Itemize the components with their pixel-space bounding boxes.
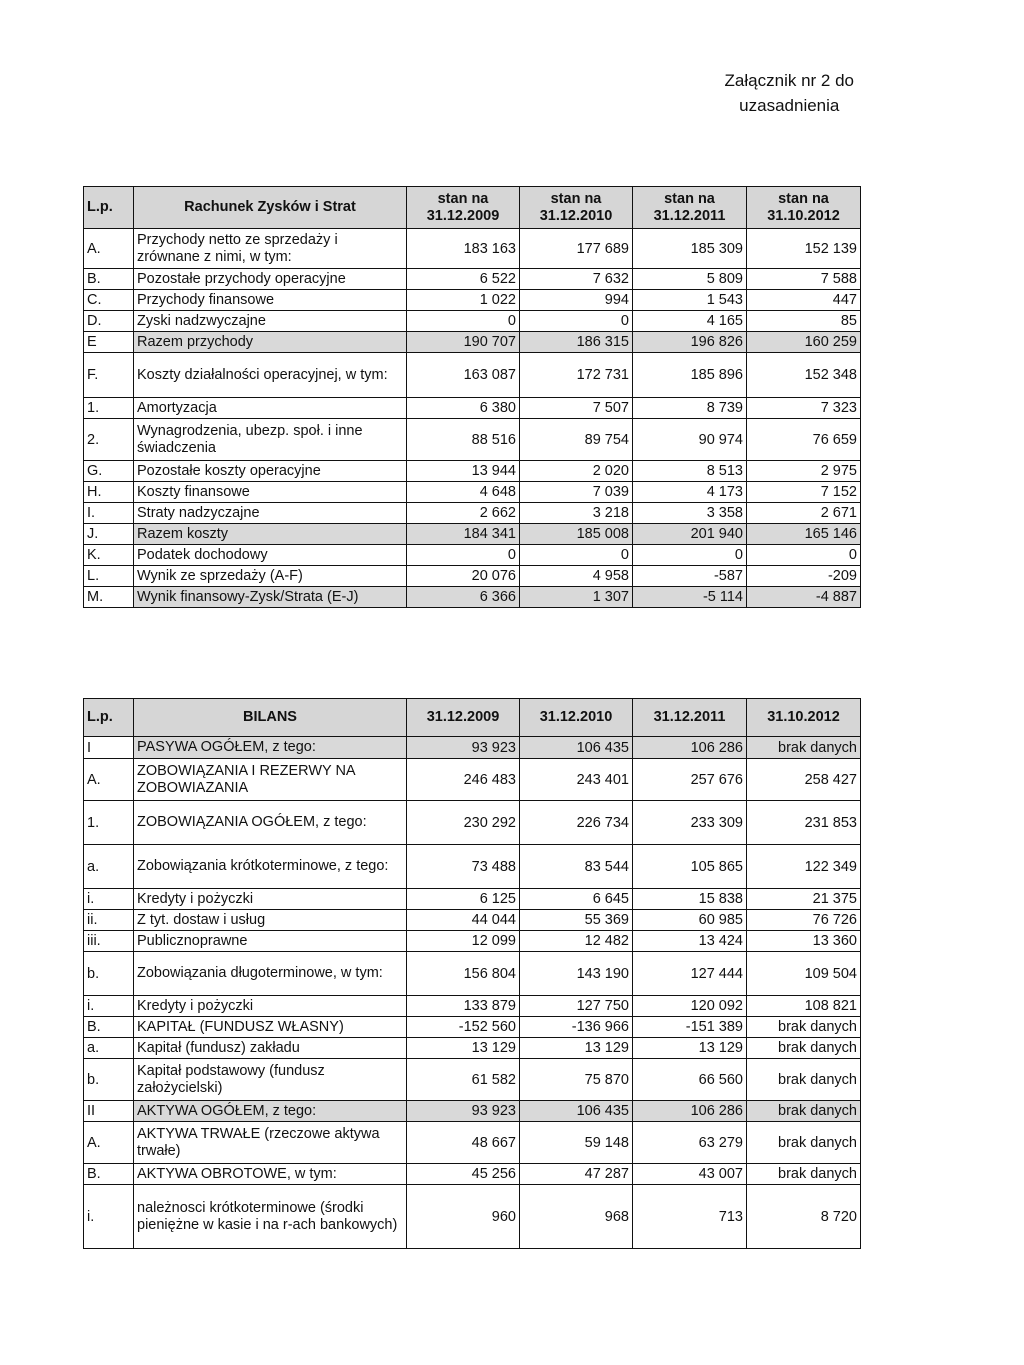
- value-cell: 133 879: [407, 996, 520, 1017]
- row-number: J.: [84, 524, 134, 545]
- value-cell: 7 323: [747, 398, 861, 419]
- table-row: [84, 845, 861, 889]
- value-cell: 7 152: [747, 482, 861, 503]
- value-cell: 968: [520, 1185, 633, 1249]
- income-col-header: stan na 31.12.2011: [633, 187, 747, 229]
- row-number: B.: [84, 1164, 134, 1185]
- row-label: Koszty finansowe: [134, 482, 407, 503]
- table-row: [84, 737, 861, 759]
- row-label: KAPITAŁ (FUNDUSZ WŁASNY): [134, 1017, 407, 1038]
- table-row: [84, 524, 861, 545]
- value-cell: 713: [633, 1185, 747, 1249]
- table-row: [84, 353, 861, 398]
- table-row: [84, 311, 861, 332]
- row-number: C.: [84, 290, 134, 311]
- table-row: [84, 1122, 861, 1164]
- value-cell: 83 544: [520, 845, 633, 889]
- row-number: I: [84, 737, 134, 759]
- value-cell: 8 513: [633, 461, 747, 482]
- row-number: A.: [84, 1122, 134, 1164]
- value-cell: 185 309: [633, 229, 747, 269]
- value-cell: 127 750: [520, 996, 633, 1017]
- row-number: a.: [84, 845, 134, 889]
- value-cell: 93 923: [407, 1101, 520, 1122]
- value-cell: 122 349: [747, 845, 861, 889]
- row-label: Zyski nadzwyczajne: [134, 311, 407, 332]
- table-row: [84, 910, 861, 931]
- value-cell: 186 315: [520, 332, 633, 353]
- row-number: D.: [84, 311, 134, 332]
- table-row: [84, 1059, 861, 1101]
- row-label: Publicznoprawne: [134, 931, 407, 952]
- value-cell: 165 146: [747, 524, 861, 545]
- value-cell: 20 076: [407, 566, 520, 587]
- value-cell: 2 020: [520, 461, 633, 482]
- value-cell: brak danych: [747, 1101, 861, 1122]
- value-cell: 143 190: [520, 952, 633, 996]
- value-cell: 6 366: [407, 587, 520, 608]
- table-row: [84, 482, 861, 503]
- income-col-header: stan na 31.10.2012: [747, 187, 861, 229]
- row-number: B.: [84, 269, 134, 290]
- value-cell: 230 292: [407, 801, 520, 845]
- row-label: Zobowiązania długoterminowe, w tym:: [134, 952, 407, 996]
- value-cell: 2 671: [747, 503, 861, 524]
- row-number: 1.: [84, 801, 134, 845]
- row-number: i.: [84, 996, 134, 1017]
- value-cell: 3 358: [633, 503, 747, 524]
- value-cell: 243 401: [520, 759, 633, 801]
- value-cell: 2 662: [407, 503, 520, 524]
- value-cell: 106 435: [520, 737, 633, 759]
- value-cell: 7 507: [520, 398, 633, 419]
- value-cell: 7 632: [520, 269, 633, 290]
- value-cell: 66 560: [633, 1059, 747, 1101]
- value-cell: 7 588: [747, 269, 861, 290]
- value-cell: 172 731: [520, 353, 633, 398]
- value-cell: 13 360: [747, 931, 861, 952]
- value-cell: 0: [407, 545, 520, 566]
- value-cell: 196 826: [633, 332, 747, 353]
- value-cell: 105 865: [633, 845, 747, 889]
- row-label: Przychody finansowe: [134, 290, 407, 311]
- table-row: [84, 269, 861, 290]
- value-cell: 85: [747, 311, 861, 332]
- value-cell: 4 958: [520, 566, 633, 587]
- value-cell: 0: [747, 545, 861, 566]
- table-row: [84, 889, 861, 910]
- value-cell: 59 148: [520, 1122, 633, 1164]
- value-cell: 13 424: [633, 931, 747, 952]
- value-cell: -5 114: [633, 587, 747, 608]
- table-row: [84, 461, 861, 482]
- value-cell: 15 838: [633, 889, 747, 910]
- value-cell: 76 726: [747, 910, 861, 931]
- value-cell: 61 582: [407, 1059, 520, 1101]
- attachment-note: [725, 68, 854, 118]
- income-lp-header: L.p.: [84, 187, 134, 229]
- value-cell: 106 435: [520, 1101, 633, 1122]
- income-col-header: stan na 31.12.2010: [520, 187, 633, 229]
- value-cell: 6 380: [407, 398, 520, 419]
- value-cell: 47 287: [520, 1164, 633, 1185]
- value-cell: brak danych: [747, 1017, 861, 1038]
- table-row: [84, 931, 861, 952]
- value-cell: 43 007: [633, 1164, 747, 1185]
- row-number: B.: [84, 1017, 134, 1038]
- value-cell: 190 707: [407, 332, 520, 353]
- balance-header-row: [84, 699, 861, 737]
- value-cell: 21 375: [747, 889, 861, 910]
- value-cell: 152 348: [747, 353, 861, 398]
- value-cell: 6 522: [407, 269, 520, 290]
- value-cell: 120 092: [633, 996, 747, 1017]
- table-row: [84, 1017, 861, 1038]
- table-row: [84, 503, 861, 524]
- value-cell: 6 125: [407, 889, 520, 910]
- value-cell: 13 129: [633, 1038, 747, 1059]
- value-cell: 4 173: [633, 482, 747, 503]
- value-cell: 8 739: [633, 398, 747, 419]
- row-number: iii.: [84, 931, 134, 952]
- table-row: [84, 229, 861, 269]
- value-cell: 12 482: [520, 931, 633, 952]
- value-cell: 201 940: [633, 524, 747, 545]
- attachment-line-2: uzasadnienia: [739, 96, 840, 115]
- income-header-row: [84, 187, 861, 229]
- value-cell: 5 809: [633, 269, 747, 290]
- value-cell: 1 543: [633, 290, 747, 311]
- table-row: [84, 952, 861, 996]
- value-cell: brak danych: [747, 1038, 861, 1059]
- value-cell: 0: [520, 311, 633, 332]
- row-number: a.: [84, 1038, 134, 1059]
- income-statement-table: [83, 186, 861, 608]
- row-number: E: [84, 332, 134, 353]
- row-number: i.: [84, 1185, 134, 1249]
- value-cell: -587: [633, 566, 747, 587]
- balance-sheet-table: [83, 698, 861, 1249]
- row-label: Koszty działalności operacyjnej, w tym:: [134, 353, 407, 398]
- row-number: II: [84, 1101, 134, 1122]
- value-cell: -152 560: [407, 1017, 520, 1038]
- row-number: 1.: [84, 398, 134, 419]
- row-label: Podatek dochodowy: [134, 545, 407, 566]
- balance-table-body: [84, 737, 861, 1249]
- row-label: AKTYWA OGÓŁEM, z tego:: [134, 1101, 407, 1122]
- value-cell: 73 488: [407, 845, 520, 889]
- value-cell: -136 966: [520, 1017, 633, 1038]
- value-cell: 108 821: [747, 996, 861, 1017]
- value-cell: 1 307: [520, 587, 633, 608]
- value-cell: 44 044: [407, 910, 520, 931]
- row-number: 2.: [84, 419, 134, 461]
- value-cell: 63 279: [633, 1122, 747, 1164]
- value-cell: 13 129: [520, 1038, 633, 1059]
- value-cell: 45 256: [407, 1164, 520, 1185]
- row-label: Amortyzacja: [134, 398, 407, 419]
- value-cell: 184 341: [407, 524, 520, 545]
- value-cell: 48 667: [407, 1122, 520, 1164]
- income-title-header: Rachunek Zysków i Strat: [134, 187, 407, 229]
- table-row: [84, 566, 861, 587]
- row-label: Wynik finansowy-Zysk/Strata (E-J): [134, 587, 407, 608]
- value-cell: 90 974: [633, 419, 747, 461]
- value-cell: 156 804: [407, 952, 520, 996]
- value-cell: 226 734: [520, 801, 633, 845]
- value-cell: 76 659: [747, 419, 861, 461]
- value-cell: 231 853: [747, 801, 861, 845]
- row-number: A.: [84, 229, 134, 269]
- row-label: Kapitał (fundusz) zakładu: [134, 1038, 407, 1059]
- value-cell: 152 139: [747, 229, 861, 269]
- value-cell: brak danych: [747, 1164, 861, 1185]
- row-label: PASYWA OGÓŁEM, z tego:: [134, 737, 407, 759]
- table-row: [84, 419, 861, 461]
- row-label: Razem koszty: [134, 524, 407, 545]
- row-label: Pozostałe koszty operacyjne: [134, 461, 407, 482]
- value-cell: 106 286: [633, 737, 747, 759]
- value-cell: 6 645: [520, 889, 633, 910]
- row-number: L.: [84, 566, 134, 587]
- row-label: Pozostałe przychody operacyjne: [134, 269, 407, 290]
- table-row: [84, 996, 861, 1017]
- value-cell: 160 259: [747, 332, 861, 353]
- value-cell: 106 286: [633, 1101, 747, 1122]
- table-row: [84, 332, 861, 353]
- row-label: AKTYWA TRWAŁE (rzeczowe aktywa trwałe): [134, 1122, 407, 1164]
- value-cell: 8 720: [747, 1185, 861, 1249]
- table-row: [84, 587, 861, 608]
- value-cell: 0: [520, 545, 633, 566]
- row-label: AKTYWA OBROTOWE, w tym:: [134, 1164, 407, 1185]
- value-cell: -151 389: [633, 1017, 747, 1038]
- row-number: K.: [84, 545, 134, 566]
- row-number: I.: [84, 503, 134, 524]
- value-cell: 183 163: [407, 229, 520, 269]
- value-cell: -4 887: [747, 587, 861, 608]
- row-label: Straty nadzyczajne: [134, 503, 407, 524]
- value-cell: 7 039: [520, 482, 633, 503]
- row-number: b.: [84, 1059, 134, 1101]
- row-label: Zobowiązania krótkoterminowe, z tego:: [134, 845, 407, 889]
- balance-lp-header: L.p.: [84, 699, 134, 737]
- value-cell: 257 676: [633, 759, 747, 801]
- balance-col-header: 31.12.2009: [407, 699, 520, 737]
- value-cell: 127 444: [633, 952, 747, 996]
- value-cell: 13 129: [407, 1038, 520, 1059]
- value-cell: 246 483: [407, 759, 520, 801]
- value-cell: brak danych: [747, 1059, 861, 1101]
- row-number: i.: [84, 889, 134, 910]
- table-row: [84, 545, 861, 566]
- table-row: [84, 801, 861, 845]
- value-cell: 55 369: [520, 910, 633, 931]
- row-label: Wynagrodzenia, ubezp. społ. i inne świadczenia: [134, 419, 407, 461]
- balance-col-header: 31.12.2010: [520, 699, 633, 737]
- table-row: [84, 398, 861, 419]
- row-label: Z tyt. dostaw i usług: [134, 910, 407, 931]
- value-cell: 89 754: [520, 419, 633, 461]
- value-cell: 4 648: [407, 482, 520, 503]
- row-label: należnosci krótkoterminowe (środki pieniężne w kasie i na r-ach bankowych): [134, 1185, 407, 1249]
- value-cell: 75 870: [520, 1059, 633, 1101]
- value-cell: 960: [407, 1185, 520, 1249]
- attachment-line-1: Załącznik nr 2 do: [724, 71, 854, 90]
- balance-title-header: BILANS: [134, 699, 407, 737]
- row-number: M.: [84, 587, 134, 608]
- row-number: ii.: [84, 910, 134, 931]
- value-cell: 1 022: [407, 290, 520, 311]
- table-row: [84, 1101, 861, 1122]
- value-cell: 994: [520, 290, 633, 311]
- value-cell: 109 504: [747, 952, 861, 996]
- table-row: [84, 759, 861, 801]
- value-cell: 185 008: [520, 524, 633, 545]
- row-label: ZOBOWIĄZANIA I REZERWY NA ZOBOWIAZANIA: [134, 759, 407, 801]
- value-cell: 0: [633, 545, 747, 566]
- row-number: H.: [84, 482, 134, 503]
- row-label: Razem przychody: [134, 332, 407, 353]
- value-cell: 4 165: [633, 311, 747, 332]
- table-row: [84, 1038, 861, 1059]
- row-number: F.: [84, 353, 134, 398]
- value-cell: 0: [407, 311, 520, 332]
- row-label: Kredyty i pożyczki: [134, 889, 407, 910]
- row-number: G.: [84, 461, 134, 482]
- value-cell: brak danych: [747, 1122, 861, 1164]
- value-cell: 93 923: [407, 737, 520, 759]
- value-cell: brak danych: [747, 737, 861, 759]
- balance-col-header: 31.12.2011: [633, 699, 747, 737]
- row-label: Wynik ze sprzedaży (A-F): [134, 566, 407, 587]
- income-col-header: stan na 31.12.2009: [407, 187, 520, 229]
- value-cell: 3 218: [520, 503, 633, 524]
- row-label: Kredyty i pożyczki: [134, 996, 407, 1017]
- table-row: [84, 1164, 861, 1185]
- income-table-body: [84, 229, 861, 608]
- value-cell: 13 944: [407, 461, 520, 482]
- row-label: ZOBOWIĄZANIA OGÓŁEM, z tego:: [134, 801, 407, 845]
- value-cell: 60 985: [633, 910, 747, 931]
- row-number: A.: [84, 759, 134, 801]
- value-cell: 185 896: [633, 353, 747, 398]
- table-row: [84, 1185, 861, 1249]
- value-cell: 163 087: [407, 353, 520, 398]
- value-cell: 447: [747, 290, 861, 311]
- value-cell: 88 516: [407, 419, 520, 461]
- value-cell: 2 975: [747, 461, 861, 482]
- value-cell: -209: [747, 566, 861, 587]
- value-cell: 258 427: [747, 759, 861, 801]
- value-cell: 233 309: [633, 801, 747, 845]
- row-number: b.: [84, 952, 134, 996]
- balance-col-header: 31.10.2012: [747, 699, 861, 737]
- table-row: [84, 290, 861, 311]
- row-label: Kapitał podstawowy (fundusz założycielski): [134, 1059, 407, 1101]
- value-cell: 177 689: [520, 229, 633, 269]
- value-cell: 12 099: [407, 931, 520, 952]
- row-label: Przychody netto ze sprzedaży i zrównane z nimi, w tym:: [134, 229, 407, 269]
